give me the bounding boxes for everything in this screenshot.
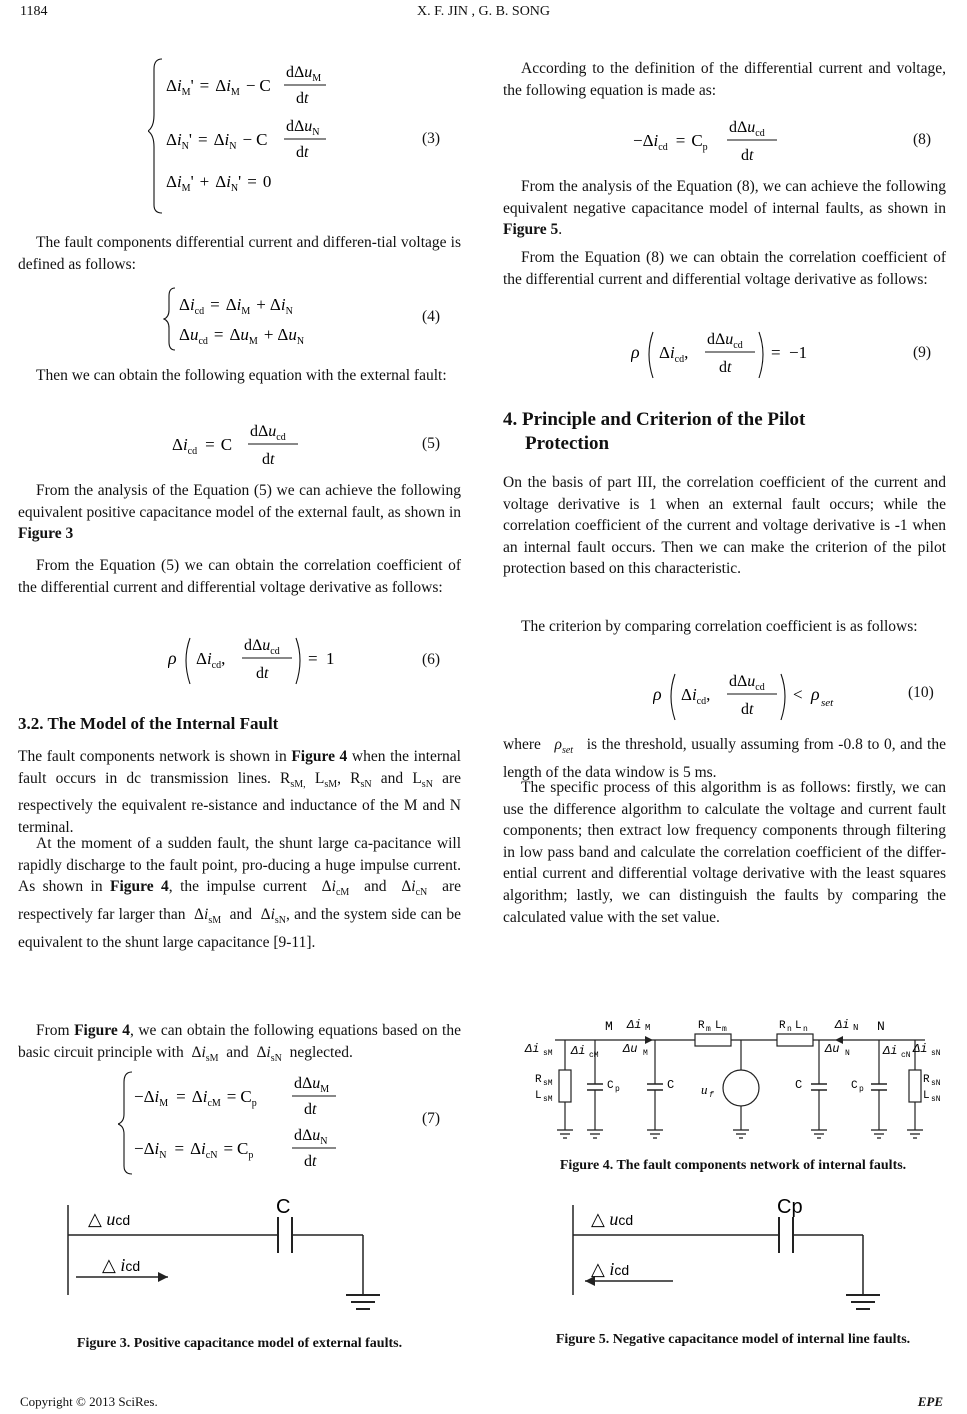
svg-text:dΔuN: dΔu$_N$ [286,118,320,138]
text-fragment: when the internal fault occurs in dc transmission lines. $R_{sM,}$ $L_{sM}$, $R_{sN}$ and $L_{sN}$ are respectively the equivalent re-sistance and inductance of the M and N terminal. [18,748,462,836]
svg-text:cN: cN [901,1051,911,1060]
svg-text:sN: sN [931,1079,941,1088]
svg-text:<: < [793,685,803,704]
equation-number: (6) [422,651,441,668]
figure-ref-4[interactable]: Figure 4 [110,878,169,896]
paragraph-from-5 [18,480,461,545]
svg-text:Δicd,: $\Delta i_{cd}$, [681,685,711,707]
svg-text:m: m [722,1025,727,1034]
svg-text:dt: dt [296,144,309,161]
svg-text:L: L [715,1020,722,1032]
paragraph-corr-internal: From the Equation (8) we can obtain the correlation coefficient of the differential current and differential voltage derivative as follows: [503,249,946,288]
svg-text:R: R [923,1074,930,1086]
svg-text:M: M [605,1019,613,1034]
svg-text:Δicd,: $\Delta i_{cd}$, [659,343,689,365]
equation-number: (7) [422,1110,441,1127]
paragraph-basis: On the basis of part III, the correlation coefficient of the current and voltage derivative is 1 when an external fault occurs; while the correlation coefficient of the current and voltage derivative is -1 when an internal fault occurs. Then we can make the criterion of the pilot protection based on this characteristic. [503,474,946,578]
equation-number: (9) [913,344,932,361]
svg-text:ρ: ρ [631,342,640,362]
text-fragment: are respectively far larger than [18,878,462,923]
svg-text:L: L [795,1020,802,1032]
svg-text:sM: sM [543,1049,553,1058]
equation-3 [148,55,368,215]
text-fragment: , we can obtain the following equations based on the basic circuit principle with [18,1022,461,1061]
svg-text:m: m [706,1025,711,1034]
svg-text:Δu: Δu [825,1042,840,1056]
svg-text:1: 1 [326,649,335,668]
text-fragment: neglected. [289,1043,353,1061]
svg-text:dt: dt [296,90,309,107]
equation-number: (10) [908,684,934,701]
svg-text:p: p [859,1085,864,1094]
svg-text:=: = [308,649,318,668]
svg-text:Δicd=C: $\Delta i_{cd} = C$ [172,435,233,457]
copyright: Copyright © 2013 SciRes. [20,1394,158,1409]
svg-text:sN: sN [931,1049,941,1058]
equation-8 [631,112,801,172]
svg-text:M: M [645,1023,651,1033]
equation-number: (3) [422,130,441,147]
paragraph-corr-external: From the Equation (5) we can obtain the correlation coefficient of the differential current and differential voltage derivative as follows: [18,557,461,596]
section-heading-line: 4. Principle and Criterion of the Pilot [503,409,806,430]
svg-text:u: u [701,1082,708,1097]
svg-text:Δucd=ΔuM+ΔuN: $\Delta u_{cd} = \Delta u_M + \Delta u_N$ [179,325,305,347]
svg-text:dΔucd: dΔu$_{cd}$ [729,119,765,139]
equation-10 [653,664,863,728]
equation-number: (5) [422,435,441,452]
paragraph-network [18,746,461,838]
svg-text:dΔucd: dΔu$_{cd}$ [707,331,743,351]
svg-text:N: N [845,1049,850,1058]
svg-text:n: n [803,1025,808,1034]
figure-ref-5[interactable]: Figure 5 [503,221,559,239]
text-fragment: From [36,1022,75,1039]
svg-text:Δicd=ΔiM+ΔiN: $\Delta i_{cd} = \Delta i_M + \Delta i_N$ [179,295,293,317]
svg-text:C: C [667,1078,675,1092]
svg-text:Δicd,: $\Delta i_{cd}$, [196,649,226,671]
svg-text:ΔiM'+ΔiN'=0: $\Delta i_M' + \Delta i_N' = 0$ [166,172,272,194]
text-fragment: , the impulse current [168,878,307,896]
paragraph-then: Then we can obtain the following equation with the external fault: [36,367,447,384]
svg-text:C: C [851,1080,858,1092]
svg-text:Δi: Δi [883,1044,898,1058]
svg-text:R: R [698,1020,705,1032]
page-header [0,0,967,24]
svg-text:dΔuM: dΔu$_M$ [294,1075,330,1095]
svg-text:ΔiN'=ΔiN−C: $\Delta i_N' = \Delta i_N - C$ [166,130,268,152]
equation-6 [168,628,348,692]
figure-ref-3[interactable]: Figure 3 [18,525,74,543]
figure-ref-4[interactable]: Figure 4 [291,748,348,765]
svg-text:n: n [787,1025,792,1034]
figure-5-caption: Figure 5. Negative capacitance model of internal line faults. [555,1332,911,1347]
section-heading-4 [503,408,946,456]
paragraph-according: According to the definition of the differential current and voltage, the following equation is made as: [503,60,946,99]
paragraph-criterion: The criterion by comparing correlation coefficient is as follows: [521,618,918,635]
svg-text:ρ: ρ [653,684,662,704]
figure-ref-4[interactable]: Figure 4 [74,1022,130,1039]
svg-text:C: C [607,1080,614,1092]
text-fragment: and [229,905,253,923]
equation-4 [163,284,363,354]
svg-text:N: N [853,1023,859,1033]
text-fragment: and [364,878,387,896]
figure-3 [58,1195,438,1325]
svg-text:−Δicd=Cp: $-\Delta i_{cd} = C_p$ [633,131,708,153]
journal-name: EPE [917,1394,943,1409]
svg-text:M: M [643,1049,648,1058]
svg-text:ρ: ρ [168,648,177,668]
equation-9 [631,322,831,386]
paragraph-fault-components: The fault components differential current and differen-tial voltage is defined as follows: [18,234,461,273]
svg-text:dt: dt [741,147,754,164]
svg-text:△ icd: △ icd [102,1255,141,1276]
text-fragment: , and the system side can be equivalent to the shunt large capacitance [9-11]. [18,905,462,951]
text-fragment: At the moment of a sudden fault, the shunt large ca-pacitance will rapidly discharge to the fault point, pro-ducing a huge impulse current. As shown in [18,835,461,896]
equation-5 [168,416,318,476]
paragraph-moment: At the moment of a sudden fault, the shunt large ca-pacitance will rapidly discharge to the fault point, pro-ducing a huge impulse current. As shown in Figure 4, the impulse current $\Delta i_{cM}$ and $\Delta i_{cN}$ are respectively far larger than $\Delta i_{sM}$ and $\Delta i_{sN}$, and the system side can be equivalent to the shunt large capacitance [9-11]. [18,835,462,951]
svg-text:Δi: Δi [913,1042,928,1056]
figure-3-caption: Figure 3. Positive capacitance model of external faults. [76,1336,403,1351]
svg-text:p: p [615,1085,620,1094]
svg-text:dt: dt [262,451,275,468]
svg-text:ρ: ρ [811,684,820,704]
text-fragment: is the threshold, usually assuming from -0.8 to 0, and the length of the data window is 5 ms. [503,736,946,781]
equation-7 [118,1068,358,1178]
svg-text:−ΔiM=ΔicM=Cp: $-\Delta i_M = \Delta i_{cM} = C_p$ [134,1087,257,1109]
section-heading-line: Protection [525,433,610,454]
svg-text:R: R [779,1020,786,1032]
figure-5 [563,1195,923,1325]
svg-text:cM: cM [589,1051,599,1060]
figure-4 [515,1000,945,1150]
text-fragment: where [503,736,541,753]
svg-text:dΔuM: dΔu$_M$ [286,64,322,84]
text-fragment: The fault components network is shown in [18,748,292,765]
svg-text:sM: sM [543,1095,553,1104]
text-fragment: From the analysis of the Equation (8), we can achieve the following equivalent negative capacitance model of internal faults, as shown in [503,178,946,217]
svg-text:dΔuN: dΔu$_N$ [294,1127,328,1147]
paragraph-where: where $\rho_{set}$ is the threshold, usually assuming from -0.8 to 0, and the length of the data window is 5 ms. [503,736,946,781]
capacitor-label: C [276,1196,291,1218]
svg-text:dt: dt [741,701,754,718]
svg-text:−1: −1 [789,343,808,362]
paragraph-from-8: From the analysis of the Equation (8), we can achieve the following equivalent negative capacitance model of internal faults, as shown in Figure 5. [503,178,946,239]
running-head: X. F. JIN , G. B. SONG [416,4,551,19]
svg-text:Δi: Δi [835,1018,850,1032]
paragraph-process: The specific process of this algorithm is as follows: firstly, we can use the difference algorithm to calculate the voltage and current fault components; then extract low frequency components through filtering in low pass band and calculate the correlation coefficient of the differ-ential current and differential voltage derivative with the least squares algorithm; lastly, we can distinguish the faults by comparing the calculated value with the set value. [503,779,946,926]
svg-text:−ΔiN=ΔicN=Cp: $-\Delta i_N = \Delta i_{cN} = C_p$ [134,1139,254,1161]
equation-number: (4) [422,308,441,325]
equation-number: (8) [913,131,932,148]
svg-text:set: set [821,697,834,709]
svg-text:Δi: Δi [571,1044,586,1058]
svg-text:dΔucd: dΔu$_{cd}$ [250,423,286,443]
svg-text:dt: dt [304,1101,317,1118]
svg-text:=: = [771,343,781,362]
svg-text:sM: sM [543,1079,553,1088]
svg-text:C: C [795,1078,803,1092]
svg-text:Δu: Δu [623,1042,638,1056]
svg-text:△ icd: △ icd [591,1259,630,1280]
svg-text:dΔucd: dΔu$_{cd}$ [244,637,280,657]
svg-text:△ ucd: △ ucd [88,1209,131,1230]
svg-text:L: L [923,1090,930,1102]
svg-text:△ ucd: △ ucd [591,1209,634,1230]
svg-text:L: L [535,1090,542,1102]
svg-text:dΔucd: dΔu$_{cd}$ [729,673,765,693]
svg-text:ΔiM'=ΔiM−C: $\Delta i_M' = \Delta i_M - C$ [166,76,271,98]
svg-text:dt: dt [304,1153,317,1170]
capacitor-label: Cp [777,1196,803,1218]
svg-text:dt: dt [719,359,732,376]
svg-text:N: N [877,1019,885,1034]
svg-text:Δi: Δi [525,1042,540,1056]
svg-text:dt: dt [256,665,269,682]
page-number: 1184 [20,4,48,19]
svg-text:sN: sN [931,1095,941,1104]
figure-4-caption: Figure 4. The fault components network of internal faults. [559,1158,907,1173]
paragraph-from-4: From Figure 4, we can obtain the following equations based on the basic circuit principle with $\Delta i_{sM}$ and $\Delta i_{sN}$ neglected. [18,1022,461,1064]
text-fragment: and [226,1043,249,1061]
svg-text:Δi: Δi [627,1018,642,1032]
section-heading-3-2: 3.2. The Model of the Internal Fault [18,714,279,733]
svg-text:f: f [709,1091,714,1100]
text-fragment: From the analysis of the Equation (5) we can achieve the following equivalent positive capacitance model of the external fault, as shown in [18,482,461,521]
svg-text:R: R [535,1074,542,1086]
